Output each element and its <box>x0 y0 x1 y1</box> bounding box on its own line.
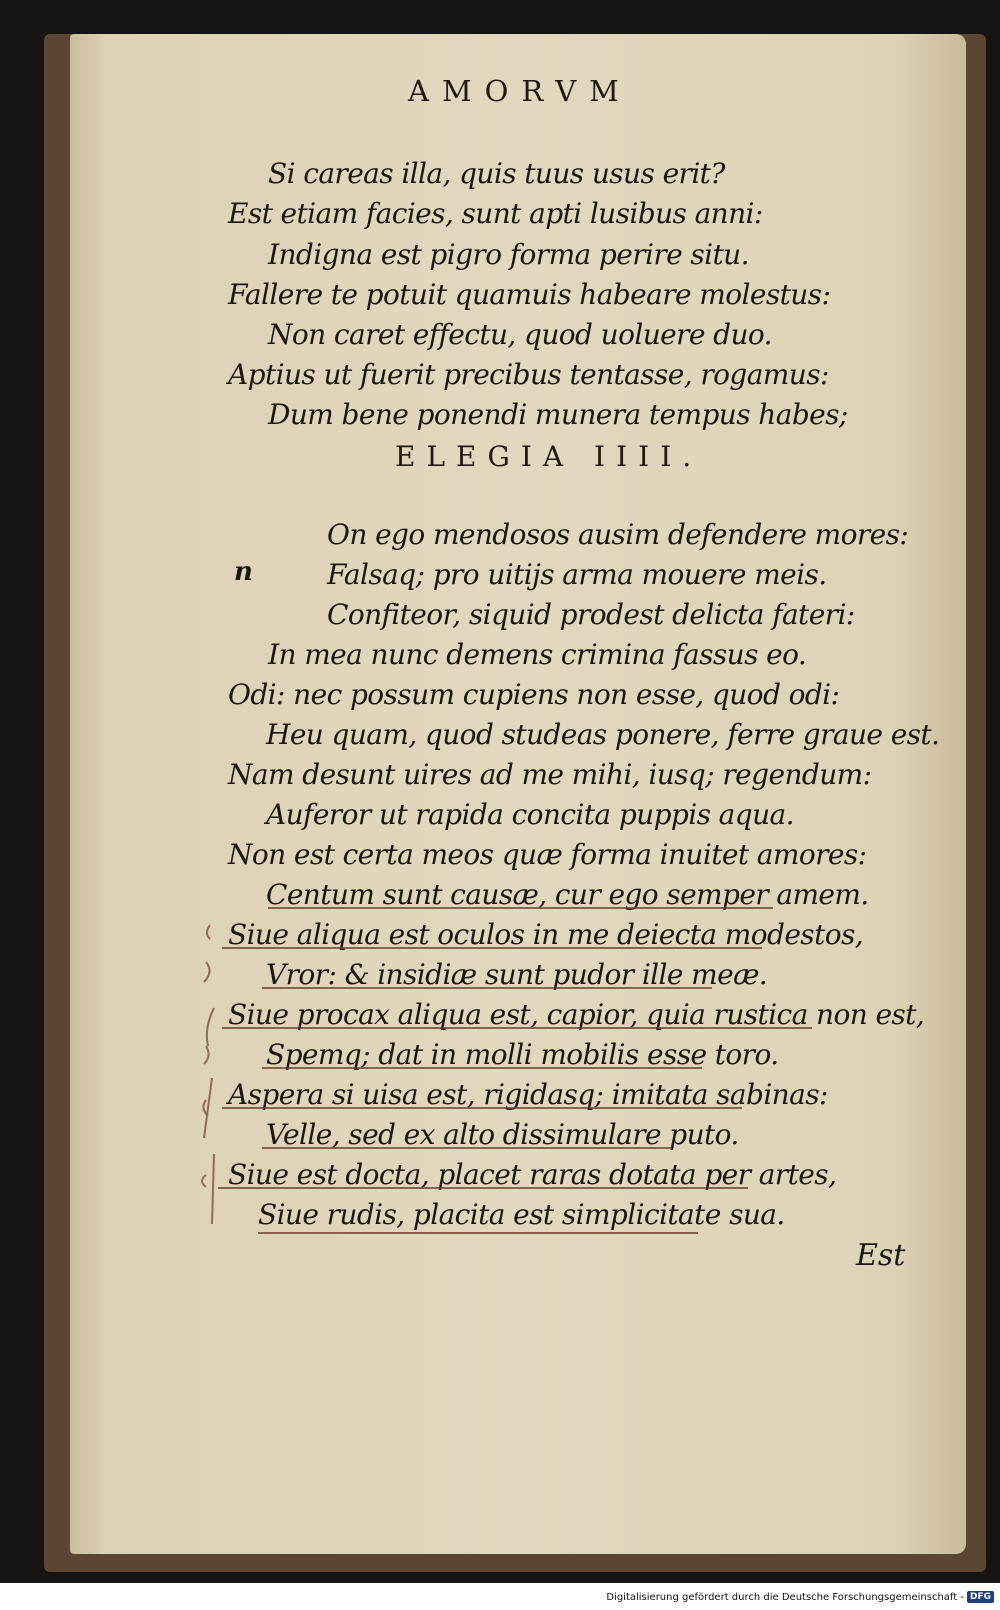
verse-line: Indigna est pigro forma perire situ. <box>268 238 749 271</box>
verse-line: Auferor ut rapida concita puppis aqua. <box>266 798 794 831</box>
verse-line: Non caret effectu, quod uoluere duo. <box>268 318 772 351</box>
handwritten-underline <box>222 947 762 949</box>
footer-credit: Digitalisierung gefördert durch die Deutsche Forschungsgemeinschaft - <box>606 1591 964 1603</box>
verse-line: Centum sunt causæ, cur ego semper amem. <box>266 878 869 911</box>
marginal-initial: n <box>234 557 253 587</box>
verse-line: Falsaq; pro uitijs arma mouere meis. <box>327 558 827 591</box>
digitization-footer <box>606 1591 994 1603</box>
verse-line: Siue aliqua est oculos in me deiecta modestos, <box>228 918 864 951</box>
verse-line: Velle, sed ex alto dissimulare puto. <box>266 1118 739 1151</box>
verse-line: Siue est docta, placet raras dotata per artes, <box>228 1158 837 1191</box>
verse-line: Aptius ut fuerit precibus tentasse, rogamus: <box>228 358 829 391</box>
handwritten-underline <box>268 907 773 909</box>
verse-line: Est etiam facies, sunt apti lusibus anni: <box>228 197 763 230</box>
verse-line: Siue procax aliqua est, capior, quia rustica non est, <box>228 998 925 1031</box>
verse-line: Aspera si uisa est, rigidasq; imitata sabinas: <box>228 1078 828 1111</box>
handwritten-underline <box>262 1067 702 1069</box>
handwritten-underline <box>222 1107 742 1109</box>
verse-line: Confiteor, siquid prodest delicta fateri: <box>327 598 855 631</box>
verse-line: Non est certa meos quæ forma inuitet amores: <box>228 838 867 871</box>
verse-line: In mea nunc demens crimina fassus eo. <box>268 638 807 671</box>
verse-line: Odi: nec possum cupiens non esse, quod odi: <box>228 678 840 711</box>
handwritten-underline <box>258 1232 698 1234</box>
verse-line: Si careas illa, quis tuus usus erit? <box>268 157 725 190</box>
verse-line: On ego mendosos ausim defendere mores: <box>327 518 909 551</box>
catchword: Est <box>856 1238 906 1273</box>
verse-line: Dum bene ponendi munera tempus habes; <box>268 398 848 431</box>
verse-line: Spemq; dat in molli mobilis esse toro. <box>266 1038 779 1071</box>
verse-line: Vror: & insidiæ sunt pudor ille meæ. <box>266 958 768 991</box>
dfg-logo: DFG <box>967 1591 994 1603</box>
verse-line: Siue rudis, placita est simplicitate sua. <box>258 1198 785 1231</box>
verse-line: Fallere te potuit quamuis habeare molestus: <box>228 278 831 311</box>
running-head: AMORVM <box>408 74 632 108</box>
verse-line: Nam desunt uires ad me mihi, iusq; regendum: <box>228 758 872 791</box>
verse-line: Heu quam, quod studeas ponere, ferre graue est. <box>266 718 940 751</box>
elegy-title: ELEGIA IIII. <box>395 440 703 473</box>
handwritten-underline <box>218 1187 748 1189</box>
handwritten-underline <box>262 1147 672 1149</box>
handwritten-underline <box>222 1027 812 1029</box>
handwritten-underline <box>262 987 712 989</box>
